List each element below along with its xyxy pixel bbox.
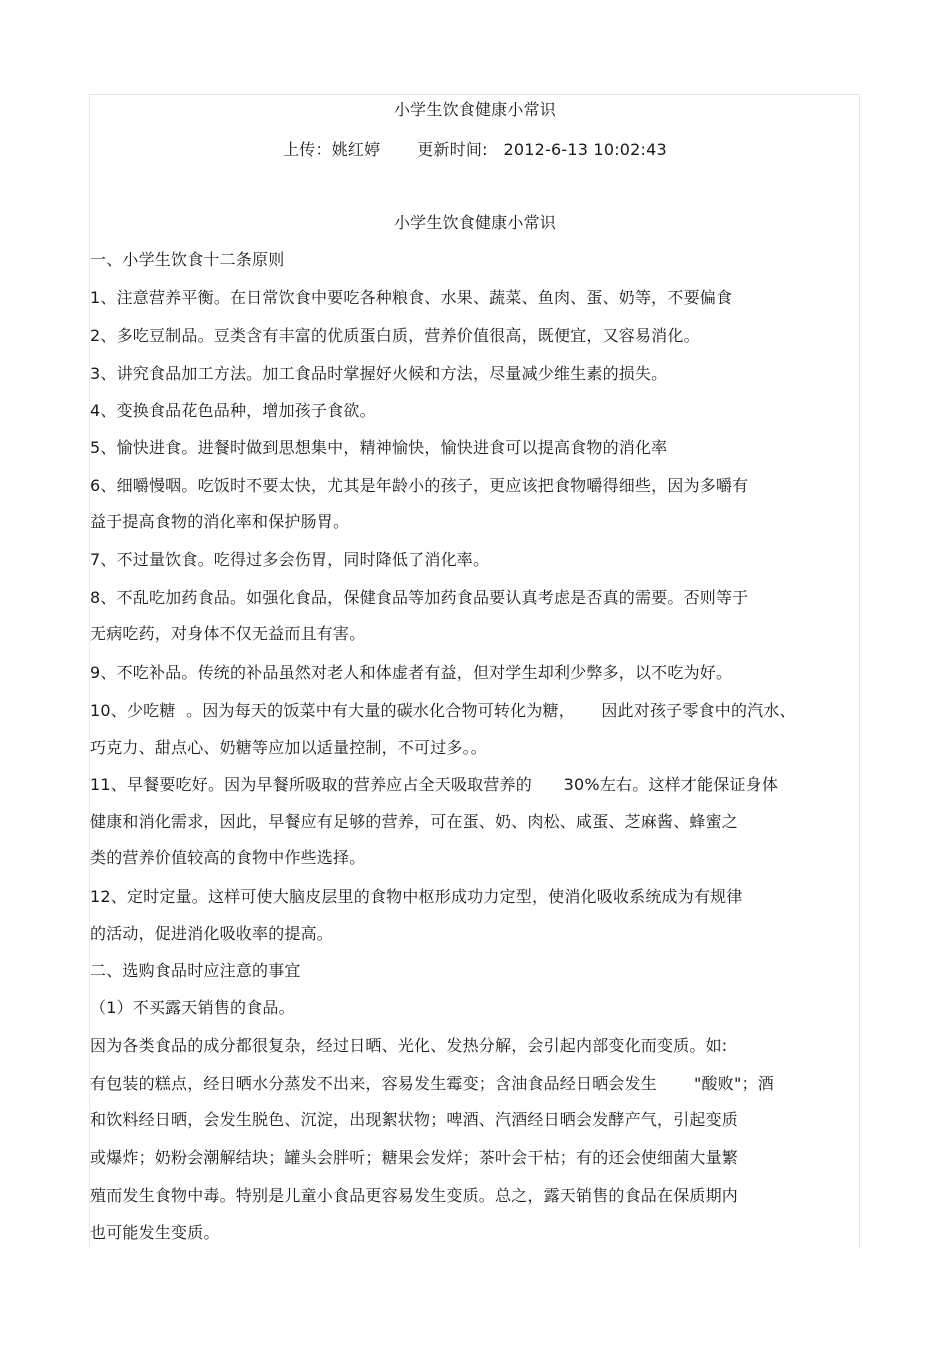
paragraph-line: 类的营养价值较高的食物中作些选择。 [90, 848, 366, 867]
page-title: 小学生饮食健康小常识 [393, 100, 556, 119]
paragraph-line: 的活动，促进消化吸收率的提高。 [90, 924, 334, 943]
paragraph-line: 11、早餐要吃好。因为早餐所吸取的营养应占全天吸取营养的 30%左右。这样才能保证身体 [90, 775, 779, 794]
paragraph-line: 3、讲究食品加工方法。加工食品时掌握好火候和方法，尽量减少维生素的损失。 [90, 364, 668, 383]
paragraph-line: 12、定时定量。这样可使大脑皮层里的食物中枢形成功力定型，使消化吸收系统成为有规律 [90, 887, 743, 906]
paragraph-line: 10、少吃糖 。因为每天的饭菜中有大量的碳水化合物可转化为糖， 因此对孩子零食中的汽水、 [90, 701, 796, 720]
paragraph-line: 和饮料经日晒，会发生脱色、沉淀，出现絮状物；啤酒、汽酒经日晒会发酵产气，引起变质 [90, 1110, 739, 1129]
section-heading: 一、小学生饮食十二条原则 [90, 250, 285, 269]
paragraph-line: 1、注意营养平衡。在日常饮食中要吃各种粮食、水果、蔬菜、鱼肉、蛋、奶等，不要偏食 [90, 288, 733, 307]
paragraph-line: 或爆炸；奶粉会潮解结块；罐头会胖听；糖果会发烊；茶叶会干枯；有的还会使细菌大量繁 [90, 1148, 739, 1167]
paragraph-line: 9、不吃补品。传统的补品虽然对老人和体虚者有益，但对学生却利少弊多，以不吃为好。 [90, 663, 733, 682]
section-heading: 二、选购食品时应注意的事宜 [90, 961, 301, 980]
paragraph-line: 6、细嚼慢咽。吃饭时不要太快，尤其是年龄小的孩子，更应该把食物嚼得细些，因为多嚼有 [90, 476, 749, 495]
paragraph-line: 殖而发生食物中毒。特别是儿童小食品更容易发生变质。总之，露天销售的食品在保质期内 [90, 1186, 739, 1205]
paragraph-line: 8、不乱吃加药食品。如强化食品，保健食品等加药食品要认真考虑是否真的需要。否则等于 [90, 588, 749, 607]
paragraph-line: 7、不过量饮食。吃得过多会伤胃，同时降低了消化率。 [90, 550, 490, 569]
paragraph-line: 益于提高食物的消化率和保护肠胃。 [90, 512, 350, 531]
paragraph-line: 健康和消化需求，因此，早餐应有足够的营养，可在蛋、奶、肉松、咸蛋、芝麻酱、蜂蜜之 [90, 812, 739, 831]
upload-meta: 上传：姚红婷 更新时间: 2012-6-13 10:02:43 [283, 140, 667, 159]
paragraph-line: 5、愉快进食。进餐时做到思想集中，精神愉快，愉快进食可以提高食物的消化率 [90, 438, 668, 457]
paragraph-line: 也可能发生变质。 [90, 1223, 220, 1242]
paragraph-line: （1）不买露天销售的食品。 [90, 998, 295, 1017]
article-title: 小学生饮食健康小常识 [393, 213, 556, 232]
paragraph-line: 巧克力、甜点心、奶糖等应加以适量控制，不可过多。。 [90, 738, 488, 757]
paragraph-line: 有包装的糕点，经日晒水分蒸发不出来，容易发生霉变；含油食品经日晒会发生 "酸败"；酒 [90, 1074, 774, 1093]
paragraph-line: 2、多吃豆制品。豆类含有丰富的优质蛋白质，营养价值很高，既便宜，又容易消化。 [90, 326, 700, 345]
paragraph-line: 4、变换食品花色品种，增加孩子食欲。 [90, 401, 376, 420]
paragraph-line: 无病吃药，对身体不仅无益而且有害。 [90, 624, 366, 643]
paragraph-line: 因为各类食品的成分都很复杂，经过日晒、光化、发热分解，会引起内部变化而变质。如: [90, 1036, 728, 1055]
